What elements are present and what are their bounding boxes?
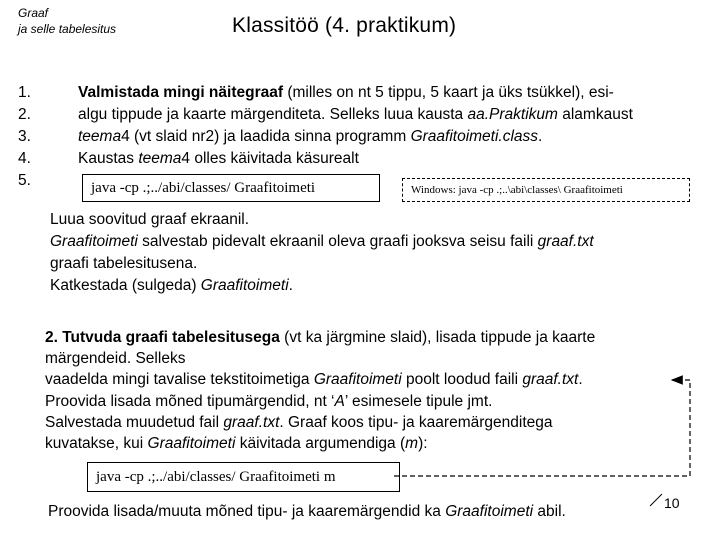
sec2-line-3-a: vaadelda mingi tavalise tekstitoimetiga — [45, 371, 314, 388]
command-box-windows: Windows: java -cp .;..\abi\classes\ Graafitoimeti — [402, 178, 690, 202]
sec2-line-4-b: ’ esimesele tipule jmt. — [344, 393, 493, 410]
sec2-line-5 — [45, 413, 553, 433]
step-1-bold: Valmistada mingi näitegraaf — [78, 84, 284, 101]
para-file-name: graaf.txt — [537, 233, 594, 250]
step-number-5: 5. — [18, 172, 31, 189]
sec2-line-5-b: . Graaf koos tipu- ja kaaremärgenditega — [279, 414, 553, 431]
para-line-2 — [50, 232, 594, 252]
step-number-2: 2. — [18, 106, 31, 123]
sec2-heading: 2. Tutvuda graafi tabelesitusega — [45, 329, 280, 346]
step-number-1: 1. — [18, 84, 31, 101]
sec2-line-3-program: Graafitoimeti — [313, 371, 402, 388]
sec2-line-1 — [45, 328, 595, 348]
sec2-line-6-c: ): — [418, 435, 428, 452]
page-number: 10 — [664, 495, 680, 511]
step-4-part-a: Kaustas — [78, 150, 139, 167]
step-2-part-a: algu tippude ja kaarte märgenditeta. Selleks luua kausta — [78, 106, 468, 123]
sec2-line-3-file: graaf.txt — [522, 371, 579, 388]
step-4-part-b: 4 olles käivitada käsurealt — [181, 150, 359, 167]
sec2-line-4-a: Proovida lisada mõned tipumärgendid, nt ‘ — [45, 393, 335, 410]
sec2-line-4 — [45, 392, 492, 412]
step-4-folder: teema — [138, 150, 182, 167]
corner-label-line1: Graaf — [18, 6, 49, 20]
para-line-4-b: . — [288, 277, 293, 294]
sec2-line-2: märgendeid. Selleks — [45, 350, 186, 367]
sec2-line-6-arg: m — [405, 435, 419, 452]
step-3-text — [78, 128, 542, 146]
corner-label-line2: ja selle tabelesitus — [18, 22, 117, 36]
sec2-line-6-b: käivitada argumendiga ( — [235, 435, 406, 452]
sec2-last-b: abil. — [533, 503, 566, 520]
step-1-text — [78, 84, 614, 102]
step-3-program: Graafitoimeti.class — [410, 128, 539, 145]
step-3-part-a: 4 (vt slaid nr2) ja laadida sinna programm — [121, 128, 411, 145]
step-number-4: 4. — [18, 150, 31, 167]
step-number-3: 3. — [18, 128, 31, 145]
sec2-line-1-rest: (vt ka järgmine slaid), lisada tippude ja kaarte — [279, 329, 596, 346]
sec2-line-5-a: Salvestada muudetud fail — [45, 414, 224, 431]
command-box-1: java -cp .;../abi/classes/ Graafitoimeti — [82, 174, 380, 202]
step-3-folder: teema — [78, 128, 122, 145]
step-2-part-b: alamkaust — [557, 106, 633, 123]
para-line-4-a: Katkestada (sulgeda) — [50, 277, 201, 294]
sec2-line-6-program: Graafitoimeti — [147, 435, 236, 452]
para-line-4 — [50, 276, 293, 296]
sec2-last-program: Graafitoimeti — [445, 503, 534, 520]
sec2-line-6-a: kuvatakse, kui — [45, 435, 148, 452]
step-1-rest: (milles on nt 5 tippu, 5 kaart ja üks tsükkel), esi- — [283, 84, 614, 101]
sec2-line-6 — [45, 434, 428, 454]
para-line-2-rest: salvestab pidevalt ekraanil oleva graafi jooksva seisu faili — [137, 233, 538, 250]
step-3-part-b: . — [538, 128, 543, 145]
sec2-last-line — [48, 502, 566, 522]
sec2-line-5-file: graaf.txt — [223, 414, 280, 431]
para-line-3: graafi tabelesitusena. — [50, 255, 198, 272]
page-number-slash — [650, 494, 662, 506]
step-2-text — [78, 106, 633, 124]
sec2-line-4-label: A — [334, 393, 345, 410]
sec2-last-a: Proovida lisada/muuta mõned tipu- ja kaaremärgendid ka — [48, 503, 446, 520]
para-line-4-program: Graafitoimeti — [200, 277, 289, 294]
command-box-2: java -cp .;../abi/classes/ Graafitoimeti m — [87, 462, 400, 492]
para-line-1: Luua soovitud graaf ekraanil. — [50, 211, 250, 228]
para-program-name: Graafitoimeti — [50, 233, 138, 250]
sec2-line-3-b: poolt loodud faili — [401, 371, 523, 388]
sec2-line-3 — [45, 370, 583, 390]
sec2-line-3-c: . — [578, 371, 583, 388]
step-2-folder: aa.Praktikum — [467, 106, 558, 123]
step-4-text — [78, 150, 359, 168]
page-title: Klassitöö (4. praktikum) — [232, 14, 457, 37]
